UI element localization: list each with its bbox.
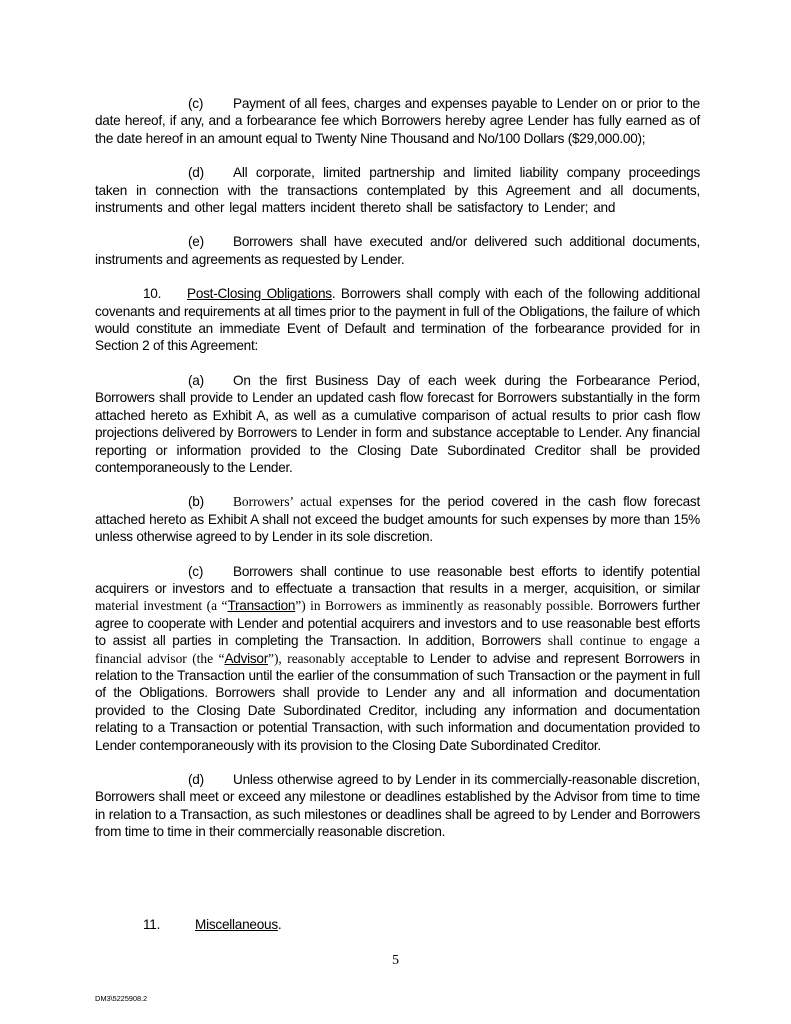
subsection-marker: (c) <box>188 563 204 579</box>
paragraph-text: nses for the period covered in the cash flow forecast attached hereto as Exhibit A shall not exceed the budget amounts for such expenses by more than 15% unless otherwise agreed to by Lender in its sole discretion. <box>95 494 700 545</box>
defined-term-advisor: Advisor <box>224 650 269 666</box>
paragraph-c-fees <box>95 95 700 147</box>
paragraph-text-serif: ”) in Borrowers as imminently as reasonably possible. <box>295 598 594 614</box>
section-10 <box>95 285 700 355</box>
paragraph-a-forecast <box>95 372 700 476</box>
paragraph-c-transaction <box>95 563 700 754</box>
paragraph-e-documents <box>95 233 700 268</box>
section-heading: Post-Closing Obligations <box>187 286 332 302</box>
subsection-marker: (b) <box>188 494 204 510</box>
paragraph-text: le to Lender to advise and represent Borrowers in relation to the Transaction until the earlier of the consummation of such Transaction or the payment in full of the Obligations. Borrowers shall provide to Lender any and all information and documentation provided to the Closing Date Subordinated Creditor, including any information and documentation relating to a Transaction or potential Transaction, with such information and documentation provided to Lender contemporaneously with its provision to the Closing Date Subordinated Creditor. <box>95 650 700 753</box>
document-body <box>95 95 700 858</box>
paragraph-text-serif: Borrowers’ actual expe <box>233 494 365 510</box>
paragraph-text: Borrowers further agree to cooperate with Lender and potential acquirers and investors and to use reasonable best efforts to assist all parties in completing the Transaction. In addition, Borrowers <box>95 598 700 649</box>
paragraph-text-serif: ”), reasonably acceptab <box>268 650 398 666</box>
subsection-marker: (a) <box>188 372 204 388</box>
section-text: . Borrowers shall comply with each of the following additional covenants and requirements at all times prior to the payment in full of the Obligations, the failure of which would constitute an immediate Event of Default and termination of the forbearance provided for in Section 2 of this Agreement: <box>95 286 700 354</box>
paragraph-d-corporate <box>95 164 700 216</box>
paragraph-b-expenses <box>95 493 700 545</box>
subsection-marker: (e) <box>188 234 204 250</box>
paragraph-text: All corporate, limited partnership and limited liability company proceedings taken in connection with the transactions contemplated by this Agreement and all documents, instruments and other legal matters incident thereto shall be satisfactory to Lender; and <box>95 165 700 216</box>
paragraph-d-milestones <box>95 771 700 841</box>
section-number: 11. <box>143 917 161 932</box>
paragraph-text: On the first Business Day of each week during the Forbearance Period, Borrowers shall provide to Lender an updated cash flow forecast for Borrowers substantially in the form attached hereto as Exhibit A, as well as a cumulative comparison of actual results to prior cash flow projections delivered by Borrowers to Lender in form and substance acceptable to Lender. Any financial reporting or information provided to the Closing Date Subordinated Creditor shall be provided contemporaneously to the Lender. <box>95 372 700 475</box>
defined-term-transaction: Transaction <box>227 598 296 614</box>
subsection-marker: (c) <box>188 96 204 111</box>
paragraph-text: Borrowers shall continue to use reasonable best efforts to identify potential acquirers or investors and to effectuate a transaction that results in a merger, acquisition, or similar <box>95 563 700 596</box>
subsection-marker: (d) <box>188 165 204 181</box>
document-id: DM3\5225908.2 <box>95 994 148 1003</box>
paragraph-text-serif: shall continue to engage a financial advisor (the “ <box>95 633 700 666</box>
paragraph-text-serif: material investment (a “ <box>95 598 228 614</box>
section-11 <box>143 916 281 933</box>
paragraph-text: Borrowers shall have executed and/or delivered such additional documents, instruments and agreements as requested by Lender. <box>95 234 700 267</box>
section-heading-period: . <box>277 917 282 932</box>
section-number: 10. <box>143 286 162 302</box>
section-heading: Miscellaneous <box>195 917 278 932</box>
page-number: 5 <box>392 953 399 968</box>
subsection-marker: (d) <box>188 772 204 787</box>
paragraph-text: Unless otherwise agreed to by Lender in its commercially-reasonable discretion, Borrowers shall meet or exceed any milestone or deadlines established by the Advisor from time to time in relation to a Transaction, as such milestones or deadlines shall be agreed to by Lender and Borrowers from time to time in their commercially reasonable discretion. <box>95 772 700 840</box>
paragraph-text: Payment of all fees, charges and expenses payable to Lender on or prior to the date hereof, if any, and a forbearance fee which Borrowers hereby agree Lender has fully earned as of the date hereof in an amount equal to Twenty Nine Thousand and No/100 Dollars ($29,000.00); <box>95 96 700 146</box>
